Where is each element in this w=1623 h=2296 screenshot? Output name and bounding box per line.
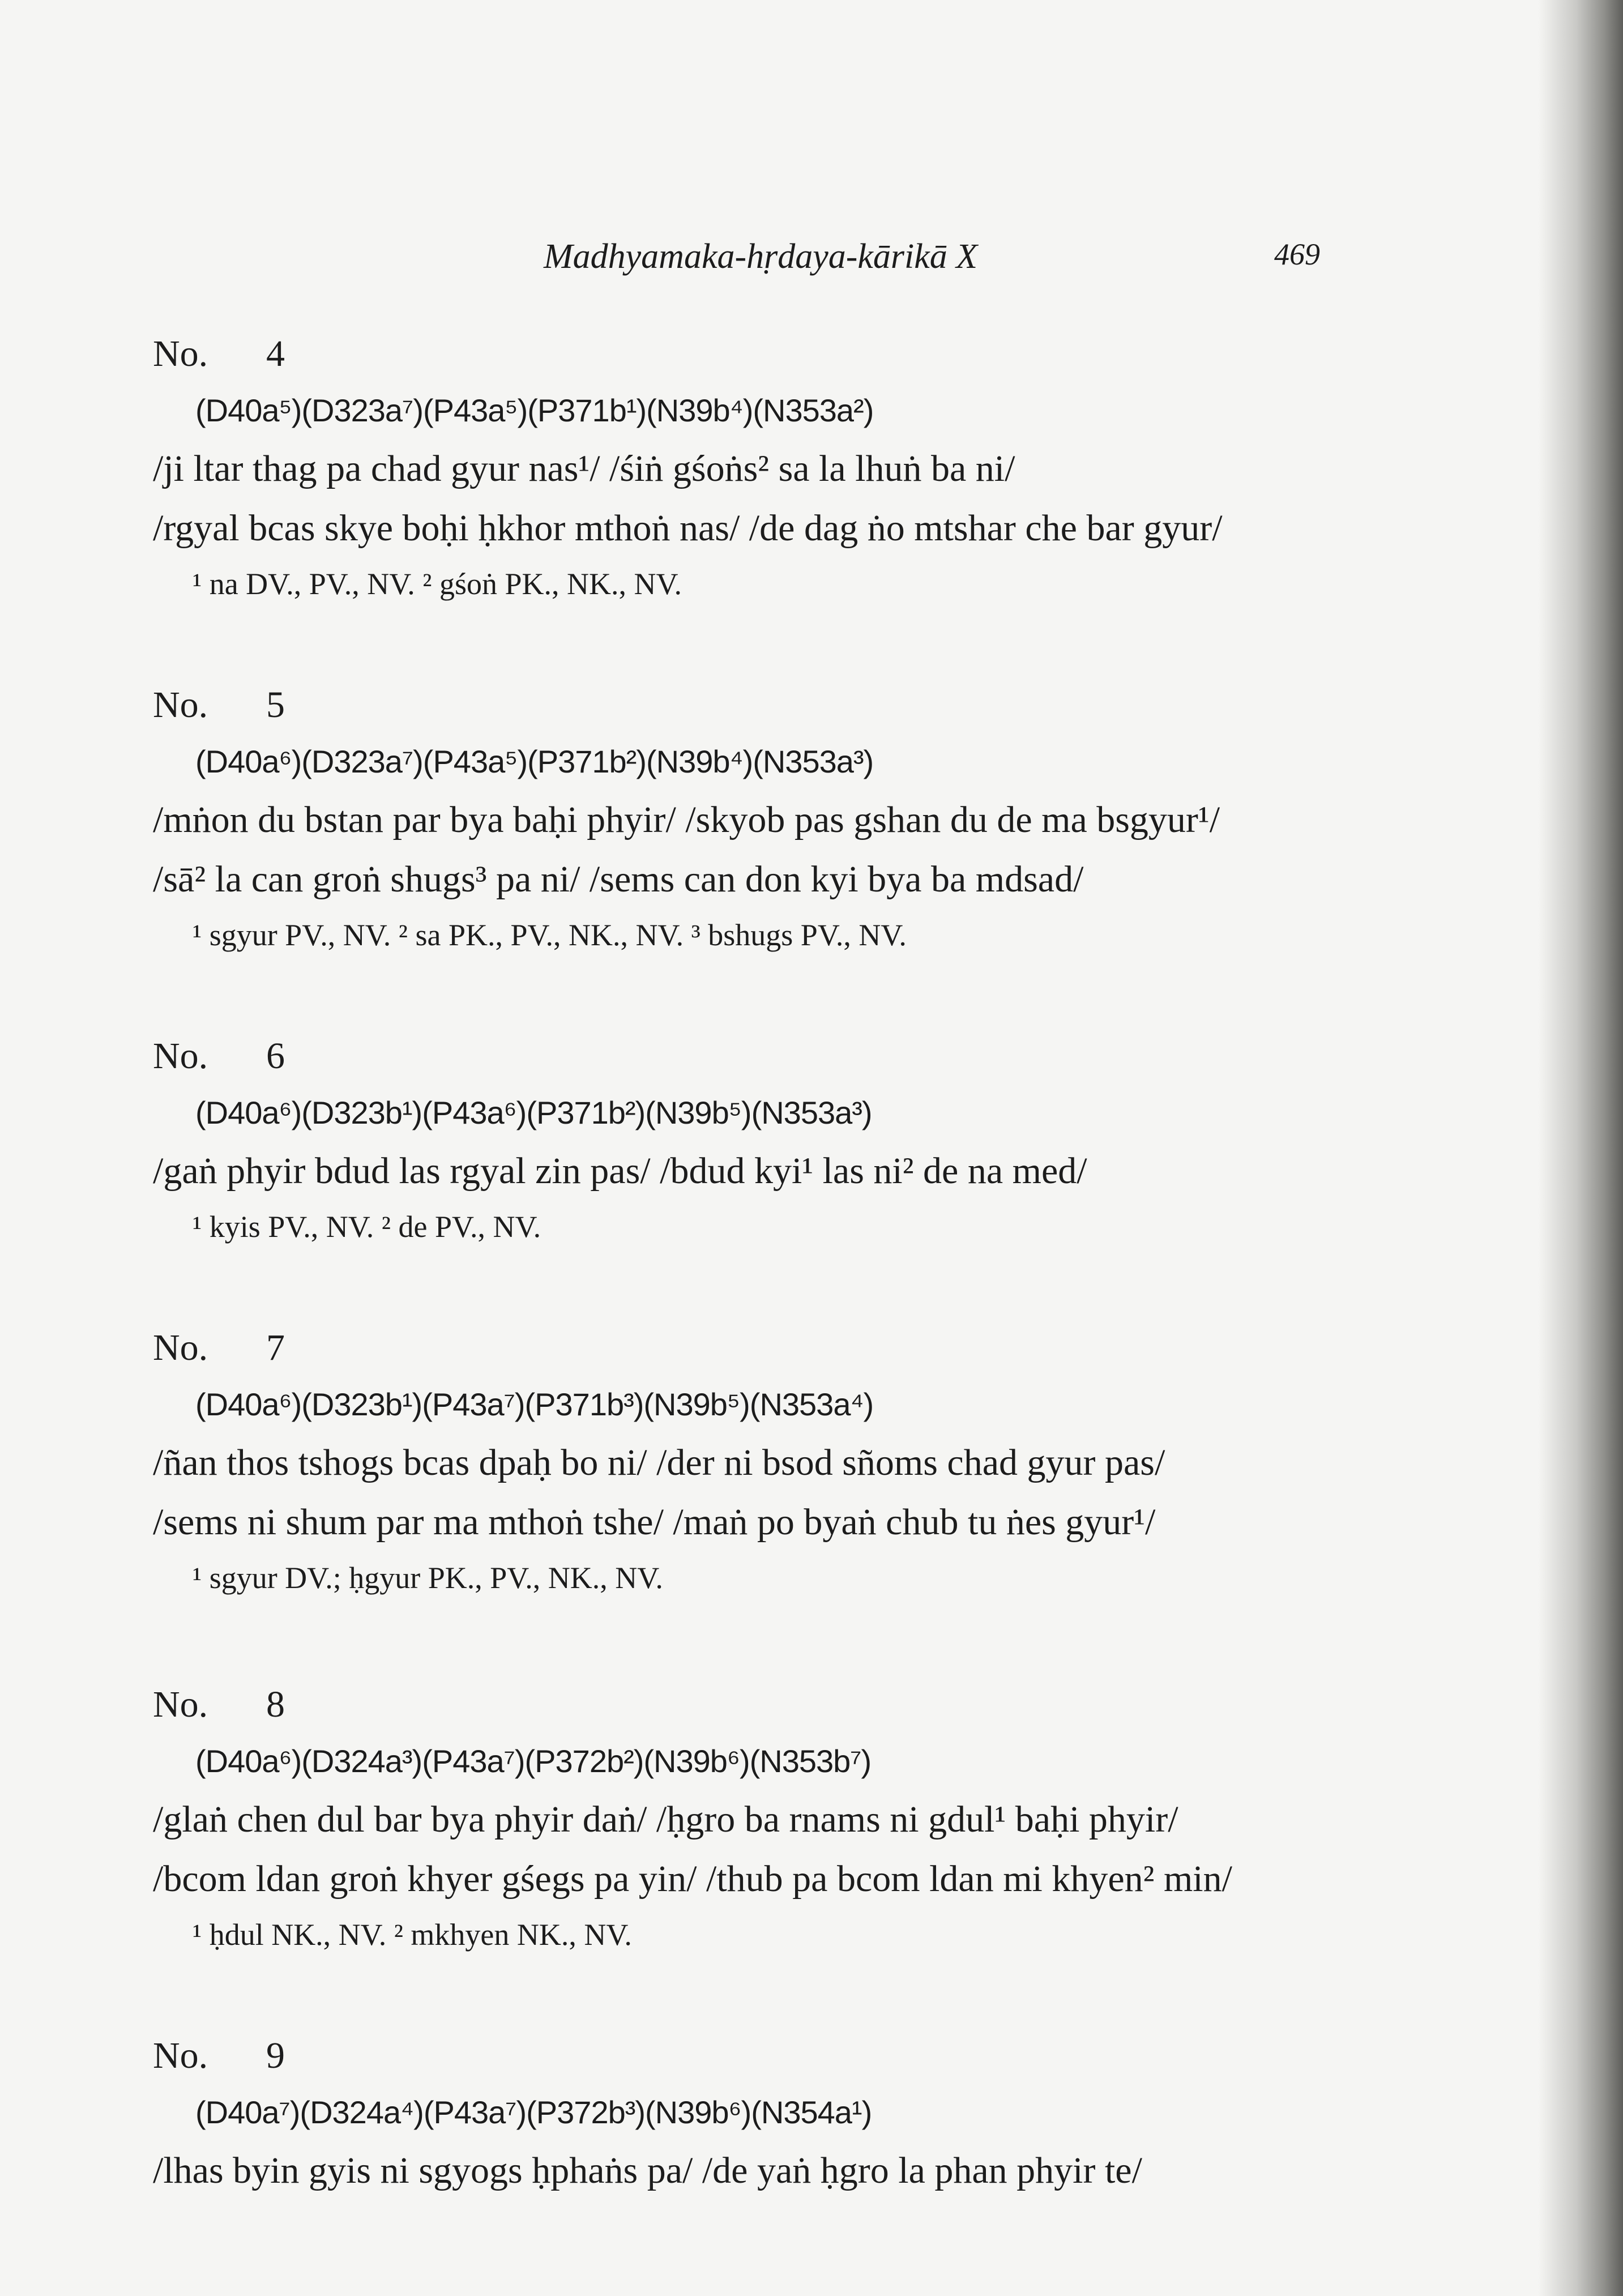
entry-number	[153, 1676, 1523, 1733]
verse-line: /glaṅ chen dul bar bya phyir daṅ/ /ḥgro ba rnams ni gdul¹ baḥi phyir/	[153, 1799, 1178, 1840]
entry-label: No.	[153, 2035, 208, 2076]
sigla: (D40a⁶)(D323b¹)(P43a⁶)(P371b²)(N39b⁵)(N353a³)	[195, 1095, 872, 1130]
entry-value: 6	[266, 1035, 285, 1077]
entry-number	[153, 1028, 1523, 1085]
entry-5	[153, 677, 1523, 961]
entry-label: No.	[153, 1684, 208, 1725]
variant-note: ¹ sgyur DV.; ḥgyur PK., PV., NK., NV.	[193, 1561, 663, 1595]
entry-6	[153, 1028, 1523, 1253]
running-title: Madhyamaka-hṛdaya-kārikā X	[544, 237, 978, 276]
entry-4	[153, 326, 1523, 610]
variant-note: ¹ sgyur PV., NV. ² sa PK., PV., NK., NV. ³ bshugs PV., NV.	[193, 918, 907, 952]
verse-line: /lhas byin gyis ni sgyogs ḥphaṅs pa/ /de yaṅ ḥgro la phan phyir te/	[153, 2150, 1142, 2191]
entry-number	[153, 677, 1523, 733]
entry-7	[153, 1320, 1523, 1604]
running-head	[0, 237, 1623, 282]
entry-label: No.	[153, 333, 208, 374]
entry-number	[153, 2028, 1523, 2084]
entry-9	[153, 2028, 1523, 2200]
entry-8	[153, 1676, 1523, 1961]
entry-value: 8	[266, 1684, 285, 1725]
entry-label: No.	[153, 684, 208, 725]
entry-label: No.	[153, 1035, 208, 1077]
verse-line: /ñan thos tshogs bcas dpaḥ bo ni/ /der ni bsod sñoms chad gyur pas/	[153, 1442, 1165, 1483]
variant-note: ¹ ḥdul NK., NV. ² mkhyen NK., NV.	[193, 1918, 632, 1952]
sigla: (D40a⁶)(D324a³)(P43a⁷)(P372b²)(N39b⁶)(N353b⁷)	[195, 1743, 872, 1779]
verse-line: /ji ltar thag pa chad gyur nas¹/ /śiṅ gśoṅs² sa la lhuṅ ba ni/	[153, 448, 1015, 489]
variant-note: ¹ na DV., PV., NV. ² gśoṅ PK., NK., NV.	[193, 567, 682, 601]
entry-number	[153, 326, 1523, 382]
sigla: (D40a⁶)(D323a⁷)(P43a⁵)(P371b²)(N39b⁴)(N353a³)	[195, 744, 874, 779]
variant-note: ¹ kyis PV., NV. ² de PV., NV.	[193, 1210, 541, 1244]
page-number: 469	[1274, 237, 1320, 271]
verse-line: /sems ni shum par ma mthoṅ tshe/ /maṅ po byaṅ chub tu ṅes gyur¹/	[153, 1501, 1156, 1543]
entry-value: 4	[266, 333, 285, 374]
page-edge-shadow	[1538, 0, 1623, 2296]
entry-value: 7	[266, 1327, 285, 1368]
sigla: (D40a⁵)(D323a⁷)(P43a⁵)(P371b¹)(N39b⁴)(N353a²)	[195, 392, 874, 428]
verse-line: /bcom ldan groṅ khyer gśegs pa yin/ /thub pa bcom ldan mi khyen² min/	[153, 1858, 1232, 1900]
verse-line: /rgyal bcas skye boḥi ḥkhor mthoṅ nas/ /de dag ṅo mtshar che bar gyur/	[153, 507, 1223, 549]
entry-number	[153, 1320, 1523, 1376]
sigla: (D40a⁶)(D323b¹)(P43a⁷)(P371b³)(N39b⁵)(N353a⁴)	[195, 1386, 874, 1422]
entry-label: No.	[153, 1327, 208, 1368]
verse-line: /sā² la can groṅ shugs³ pa ni/ /sems can don kyi bya ba mdsad/	[153, 859, 1084, 900]
entry-value: 5	[266, 684, 285, 725]
sigla: (D40a⁷)(D324a⁴)(P43a⁷)(P372b³)(N39b⁶)(N354a¹)	[195, 2094, 872, 2130]
entry-value: 9	[266, 2035, 285, 2076]
verse-line: /mṅon du bstan par bya baḥi phyir/ /skyob pas gshan du de ma bsgyur¹/	[153, 799, 1220, 840]
verse-line: /gaṅ phyir bdud las rgyal zin pas/ /bdud kyi¹ las ni² de na med/	[153, 1150, 1087, 1192]
